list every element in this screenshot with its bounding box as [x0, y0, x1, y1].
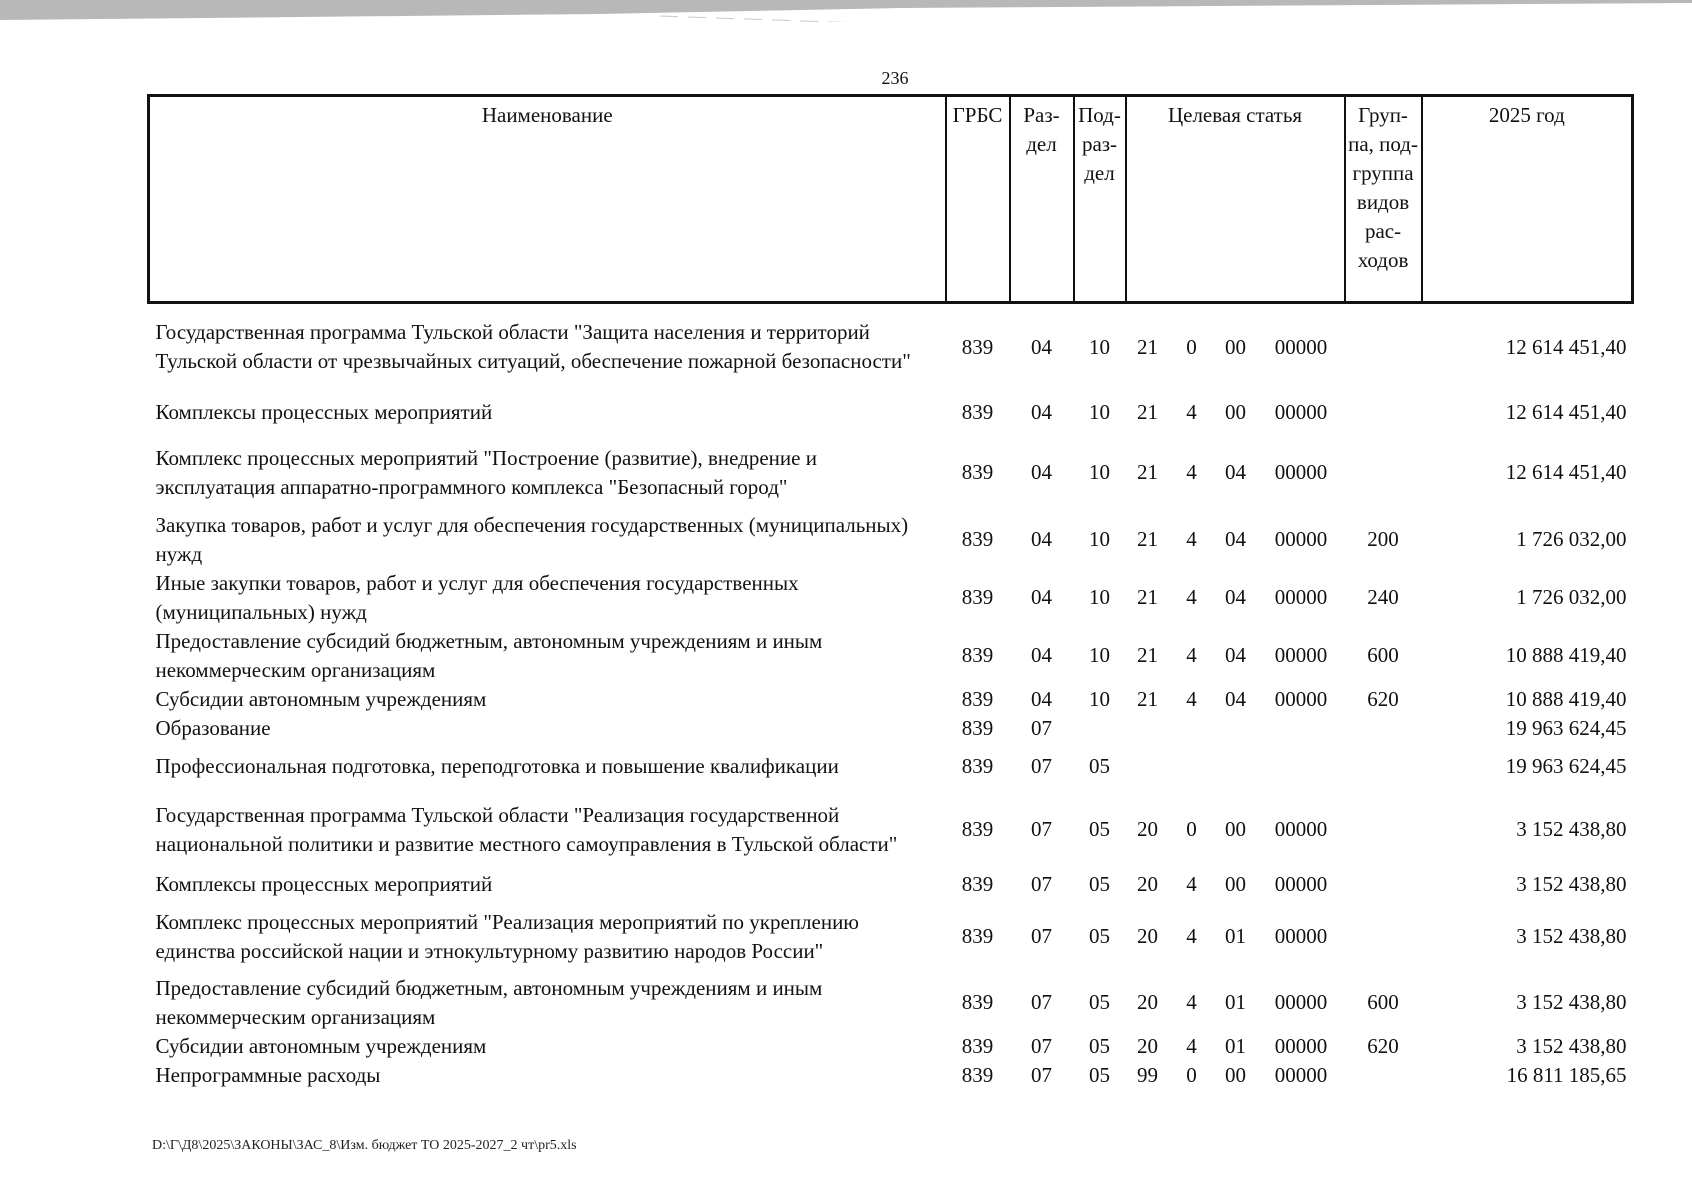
row-target-complex: 00: [1225, 1062, 1246, 1087]
row-expense-group: [1345, 1061, 1422, 1090]
row-target-direction: 00000: [1274, 817, 1328, 841]
header-expense-group: Груп-па, под-группа видов рас-ходов: [1345, 96, 1422, 303]
table-row: [149, 435, 1633, 511]
row-grbs: 839: [961, 754, 994, 778]
row-name: Субсидии автономным учреждениям: [155, 1033, 487, 1058]
row-expense-group: [1345, 714, 1422, 744]
row-target-type: 4: [1186, 686, 1197, 711]
row-name: Предоставление субсидий бюджетным, автономным учреждениям и иным некоммерческим организациям: [155, 628, 823, 682]
row-grbs: 839: [961, 817, 994, 841]
row-podrazdel: 05: [1089, 1062, 1110, 1087]
row-podrazdel: 10: [1089, 400, 1110, 424]
row-grbs: 839: [961, 686, 994, 711]
row-name: Государственная программа Тульской области "Защита населения и территорий Тульской области от чрезвычайных ситуаций, обеспечение пожарной безопасности": [155, 320, 911, 374]
row-name: Непрограммные расходы: [155, 1062, 381, 1087]
row-razdel: 04: [1031, 334, 1052, 359]
row-name: Предоставление субсидий бюджетным, автономным учреждениям и иным некоммерческим организациям: [155, 975, 823, 1029]
row-target-type: 0: [1186, 817, 1197, 841]
row-target-complex: 04: [1225, 527, 1246, 551]
row-target-type: 4: [1186, 527, 1197, 551]
row-target-direction: 00000: [1274, 872, 1328, 896]
row-razdel: 04: [1031, 400, 1052, 424]
table-row: [149, 569, 1633, 627]
row-target-direction: 00000: [1274, 990, 1328, 1014]
table-row: [149, 303, 1633, 391]
table-row: [149, 744, 1633, 790]
row-podrazdel: 05: [1089, 872, 1110, 896]
row-podrazdel: 05: [1089, 990, 1110, 1014]
row-target-direction: 00000: [1274, 686, 1328, 711]
row-target-complex: 04: [1225, 585, 1246, 609]
table-row: [149, 870, 1633, 900]
row-amount: 19 963 624,45: [1505, 754, 1627, 778]
row-target-program: 21: [1137, 527, 1158, 551]
table-row: [149, 391, 1633, 435]
row-target-direction: 00000: [1274, 400, 1328, 424]
row-amount: 12 614 451,40: [1505, 400, 1627, 424]
row-razdel: 07: [1031, 716, 1052, 740]
row-razdel: 07: [1031, 872, 1052, 896]
row-target-program: 20: [1137, 990, 1158, 1014]
row-expense-group: [1345, 900, 1422, 974]
row-razdel: 07: [1031, 1033, 1052, 1058]
row-target-complex: [1214, 714, 1258, 744]
row-amount: 3 152 438,80: [1516, 872, 1627, 896]
row-name: Иные закупки товаров, работ и услуг для обеспечения государственных (муниципальных) нужд: [155, 570, 799, 624]
row-expense-group: [1345, 790, 1422, 870]
table-row: [149, 974, 1633, 1032]
row-expense-group: 620: [1367, 686, 1399, 711]
row-podrazdel: 10: [1089, 643, 1110, 667]
row-target-direction: [1258, 714, 1345, 744]
row-amount: 3 152 438,80: [1516, 817, 1627, 841]
row-target-complex: 00: [1225, 400, 1246, 424]
row-target-complex: 01: [1225, 924, 1246, 948]
row-grbs: 839: [961, 990, 994, 1014]
row-razdel: 04: [1031, 585, 1052, 609]
table-header-row: [149, 96, 1633, 303]
row-target-complex: 00: [1225, 872, 1246, 896]
row-amount: 1 726 032,00: [1516, 585, 1627, 609]
budget-table: [147, 94, 1634, 1090]
table-row: [149, 511, 1633, 569]
row-target-type: 4: [1186, 643, 1197, 667]
row-target-program: 21: [1137, 400, 1158, 424]
table-row: [149, 714, 1633, 744]
header-grbs: ГРБС: [946, 96, 1010, 303]
row-grbs: 839: [961, 400, 994, 424]
header-razdel: Раз-дел: [1010, 96, 1074, 303]
row-target-program: 21: [1137, 585, 1158, 609]
table-row: [149, 790, 1633, 870]
row-target-type: 4: [1186, 400, 1197, 424]
row-razdel: 07: [1031, 754, 1052, 778]
row-target-complex: 00: [1225, 334, 1246, 359]
row-amount: 1 726 032,00: [1516, 527, 1627, 551]
table-row: [149, 685, 1633, 714]
row-podrazdel: 10: [1089, 527, 1110, 551]
row-target-type: [1170, 714, 1214, 744]
row-amount: 16 811 185,65: [1506, 1062, 1627, 1087]
row-razdel: 04: [1031, 686, 1052, 711]
row-target-type: 4: [1186, 990, 1197, 1014]
row-grbs: 839: [961, 1033, 994, 1058]
row-target-program: 21: [1137, 686, 1158, 711]
row-target-program: 21: [1137, 334, 1158, 359]
row-amount: 12 614 451,40: [1505, 334, 1627, 359]
row-podrazdel: 10: [1089, 585, 1110, 609]
row-grbs: 839: [961, 1062, 994, 1087]
row-amount: 19 963 624,45: [1505, 716, 1627, 740]
row-target-program: 20: [1137, 817, 1158, 841]
header-target-article: Целевая статья: [1126, 96, 1345, 303]
row-grbs: 839: [961, 527, 994, 551]
row-expense-group: [1345, 303, 1422, 391]
row-target-direction: 00000: [1274, 334, 1328, 359]
row-expense-group: 240: [1367, 585, 1399, 609]
row-target-complex: 01: [1225, 990, 1246, 1014]
row-target-type: [1170, 744, 1214, 790]
row-target-direction: 00000: [1274, 1033, 1328, 1058]
row-name: Закупка товаров, работ и услуг для обеспечения государственных (муниципальных) нужд: [155, 512, 909, 566]
row-name: Комплекс процессных мероприятий "Реализация мероприятий по укреплению единства российской нации и этнокультурному развитию народов России": [155, 909, 859, 963]
row-expense-group: [1345, 870, 1422, 900]
row-grbs: 839: [961, 924, 994, 948]
row-expense-group: 600: [1367, 990, 1399, 1014]
row-grbs: 839: [961, 643, 994, 667]
row-podrazdel: 05: [1089, 1033, 1110, 1058]
row-razdel: 07: [1031, 924, 1052, 948]
table-row: [149, 900, 1633, 974]
row-target-program: 21: [1137, 643, 1158, 667]
header-name: Наименование: [149, 96, 946, 303]
row-name: Образование: [155, 716, 271, 740]
row-name: Комплексы процессных мероприятий: [155, 400, 493, 424]
row-target-complex: 00: [1225, 817, 1246, 841]
footer-file-path: D:\Г\Д8\2025\ЗАКОНЫ\ЗАС_8\Изм. бюджет ТО 2025-2027_2 чт\pr5.xls: [152, 1138, 577, 1153]
row-grbs: 839: [961, 334, 994, 359]
row-target-complex: 04: [1225, 460, 1246, 484]
row-target-type: 0: [1186, 334, 1197, 359]
row-razdel: 07: [1031, 990, 1052, 1014]
row-amount: 3 152 438,80: [1516, 1033, 1627, 1058]
row-target-direction: [1258, 744, 1345, 790]
row-razdel: 07: [1031, 1062, 1052, 1087]
row-name: Субсидии автономным учреждениям: [155, 686, 487, 711]
row-target-program: 20: [1137, 1033, 1158, 1058]
row-grbs: 839: [961, 585, 994, 609]
header-podrazdel: Под-раз-дел: [1074, 96, 1126, 303]
row-grbs: 839: [961, 460, 994, 484]
table-row: [149, 1061, 1633, 1090]
row-name: Профессиональная подготовка, переподготовка и повышение квалификации: [155, 754, 839, 778]
row-target-complex: 04: [1225, 643, 1246, 667]
row-grbs: 839: [961, 716, 994, 740]
row-razdel: 07: [1031, 817, 1052, 841]
row-podrazdel: [1074, 714, 1126, 744]
row-target-complex: 04: [1225, 686, 1246, 711]
row-target-type: 4: [1186, 1033, 1197, 1058]
row-expense-group: 620: [1367, 1033, 1399, 1058]
row-podrazdel: 05: [1089, 817, 1110, 841]
header-year: 2025 год: [1422, 96, 1633, 303]
row-target-program: 99: [1137, 1062, 1158, 1087]
row-expense-group: [1345, 744, 1422, 790]
row-podrazdel: 10: [1089, 686, 1110, 711]
row-target-complex: [1214, 744, 1258, 790]
row-expense-group: [1345, 435, 1422, 511]
row-target-direction: 00000: [1274, 1062, 1328, 1087]
row-razdel: 04: [1031, 643, 1052, 667]
row-target-program: [1126, 744, 1170, 790]
row-target-direction: 00000: [1274, 924, 1328, 948]
page-number: 236: [881, 68, 909, 88]
table-row: [149, 1032, 1633, 1061]
row-target-type: 4: [1186, 872, 1197, 896]
row-name: Комплекс процессных мероприятий "Построение (развитие), внедрение и эксплуатация аппаратно-программного комплекса "Безопасный город": [155, 445, 817, 499]
row-target-program: 21: [1137, 460, 1158, 484]
row-expense-group: 600: [1367, 643, 1399, 667]
row-target-type: 4: [1186, 924, 1197, 948]
row-target-type: 4: [1186, 460, 1197, 484]
row-target-program: 20: [1137, 924, 1158, 948]
row-podrazdel: 10: [1089, 460, 1110, 484]
row-razdel: 04: [1031, 460, 1052, 484]
row-target-program: 20: [1137, 872, 1158, 896]
row-amount: 12 614 451,40: [1505, 460, 1627, 484]
row-razdel: 04: [1031, 527, 1052, 551]
row-target-direction: 00000: [1274, 585, 1328, 609]
scan-edge-shadow: [0, 0, 1692, 22]
row-target-type: 0: [1186, 1062, 1197, 1087]
row-podrazdel: 05: [1089, 924, 1110, 948]
row-target-type: 4: [1186, 585, 1197, 609]
row-podrazdel: 10: [1089, 334, 1110, 359]
row-target-program: [1126, 714, 1170, 744]
table-row: [149, 627, 1633, 685]
row-name: Государственная программа Тульской области "Реализация государственной национальной политики и развитие местного самоуправления в Тульской области": [155, 802, 898, 856]
row-name: Комплексы процессных мероприятий: [155, 872, 493, 896]
row-podrazdel: 05: [1089, 754, 1110, 778]
row-target-direction: 00000: [1274, 527, 1328, 551]
row-amount: 10 888 419,40: [1505, 686, 1627, 711]
row-amount: 3 152 438,80: [1516, 924, 1627, 948]
row-target-direction: 00000: [1274, 643, 1328, 667]
row-expense-group: 200: [1367, 527, 1399, 551]
row-target-complex: 01: [1225, 1033, 1246, 1058]
row-target-direction: 00000: [1274, 460, 1328, 484]
row-amount: 10 888 419,40: [1505, 643, 1627, 667]
row-grbs: 839: [961, 872, 994, 896]
row-expense-group: [1345, 391, 1422, 435]
row-amount: 3 152 438,80: [1516, 990, 1627, 1014]
